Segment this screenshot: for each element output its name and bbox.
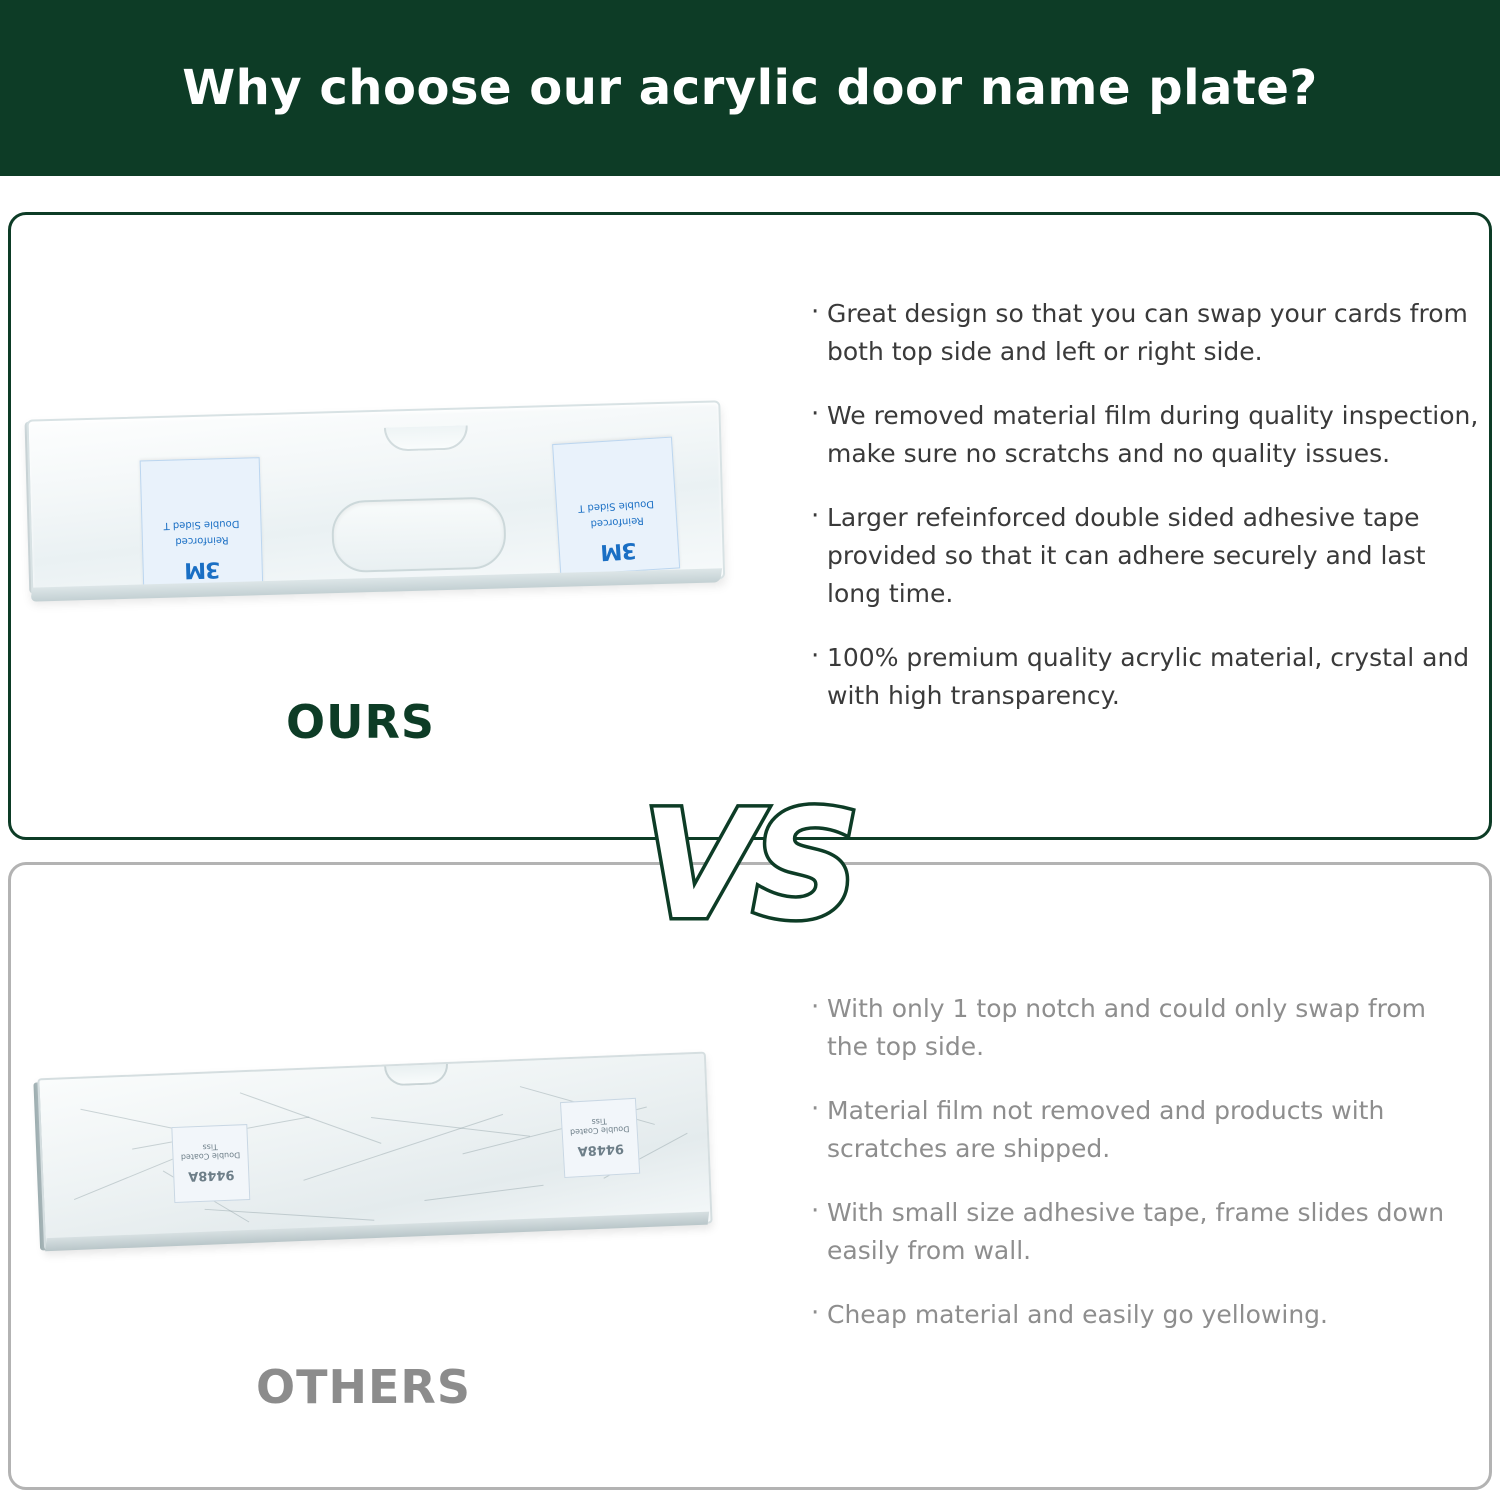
adhesive-tape-square xyxy=(552,437,680,576)
list-item xyxy=(811,295,1481,371)
bullet-text: Great design so that you can swap your cards from both top side and left or right side. xyxy=(827,299,1468,366)
bullet-marker-icon: · xyxy=(811,501,820,531)
tape-code-label: 9448A xyxy=(187,1166,235,1184)
vs-badge xyxy=(618,756,878,976)
list-item xyxy=(811,499,1481,613)
page-title: Why choose our acrylic door name plate? xyxy=(182,60,1318,116)
bullet-marker-icon: · xyxy=(811,297,820,327)
tape-sub-label: Double Coated Tiss xyxy=(569,1116,630,1137)
plate-center-slot xyxy=(331,496,507,573)
list-item xyxy=(811,639,1481,715)
tape-line-2: Double Sided T xyxy=(163,517,240,531)
tape-line-1: Reinforced xyxy=(590,514,645,529)
bullet-text: Material film not removed and products with scratches are shipped. xyxy=(827,1096,1385,1163)
tape-code-label: 9448A xyxy=(577,1140,625,1159)
list-item xyxy=(811,1092,1471,1168)
bullet-text: With small size adhesive tape, frame slides down easily from wall. xyxy=(827,1198,1445,1265)
list-item xyxy=(811,1296,1471,1334)
scratch-mark xyxy=(371,1117,530,1137)
tape-brand-label: 3M xyxy=(184,556,221,583)
scratch-mark xyxy=(424,1185,543,1201)
plate-top-notch xyxy=(384,425,469,451)
others-drawbacks-list xyxy=(811,990,1471,1360)
tape-brand-label: 3M xyxy=(600,537,638,565)
bullet-marker-icon: · xyxy=(811,1196,820,1226)
adhesive-tape-square xyxy=(171,1124,250,1203)
bullet-text: Cheap material and easily go yellowing. xyxy=(827,1300,1328,1329)
others-acrylic-plate-illustration xyxy=(37,1052,709,1279)
others-label: OTHERS xyxy=(256,1360,471,1414)
list-item xyxy=(811,990,1471,1066)
bullet-marker-icon: · xyxy=(811,992,820,1022)
bullet-text: 100% premium quality acrylic material, crystal and with high transparency. xyxy=(827,643,1470,710)
bullet-marker-icon: · xyxy=(811,1094,820,1124)
ours-panel xyxy=(8,212,1492,840)
tape-line-1: Reinforced xyxy=(175,534,229,547)
tape-sub-label: Double Coated Tiss xyxy=(180,1142,241,1162)
scratch-mark xyxy=(240,1092,382,1144)
plate-body xyxy=(26,400,725,598)
bullet-marker-icon: · xyxy=(811,641,820,671)
scratch-mark xyxy=(303,1114,503,1181)
ours-acrylic-plate-illustration xyxy=(26,380,722,629)
bullet-marker-icon: · xyxy=(811,1298,820,1328)
list-item xyxy=(811,397,1481,473)
bullet-text: Larger refeinforced double sided adhesive tape provided so that it can adhere securely and last long time. xyxy=(827,503,1426,608)
ours-label: OURS xyxy=(286,695,436,749)
bullet-marker-icon: · xyxy=(811,399,820,429)
bullet-text: With only 1 top notch and could only swap from the top side. xyxy=(827,994,1427,1061)
ours-product-image xyxy=(11,215,791,837)
tape-line-2: Double Sided T xyxy=(577,497,655,514)
ours-benefits-list xyxy=(811,295,1481,741)
plate-top-notch xyxy=(384,1064,449,1087)
list-item xyxy=(811,1194,1471,1270)
page-header xyxy=(0,0,1500,176)
bullet-text: We removed material film during quality inspection, make sure no scratchs and no quality issues. xyxy=(827,401,1479,468)
adhesive-tape-square xyxy=(560,1098,640,1178)
vs-label: VS xyxy=(641,779,855,953)
adhesive-tape-square xyxy=(140,457,264,592)
